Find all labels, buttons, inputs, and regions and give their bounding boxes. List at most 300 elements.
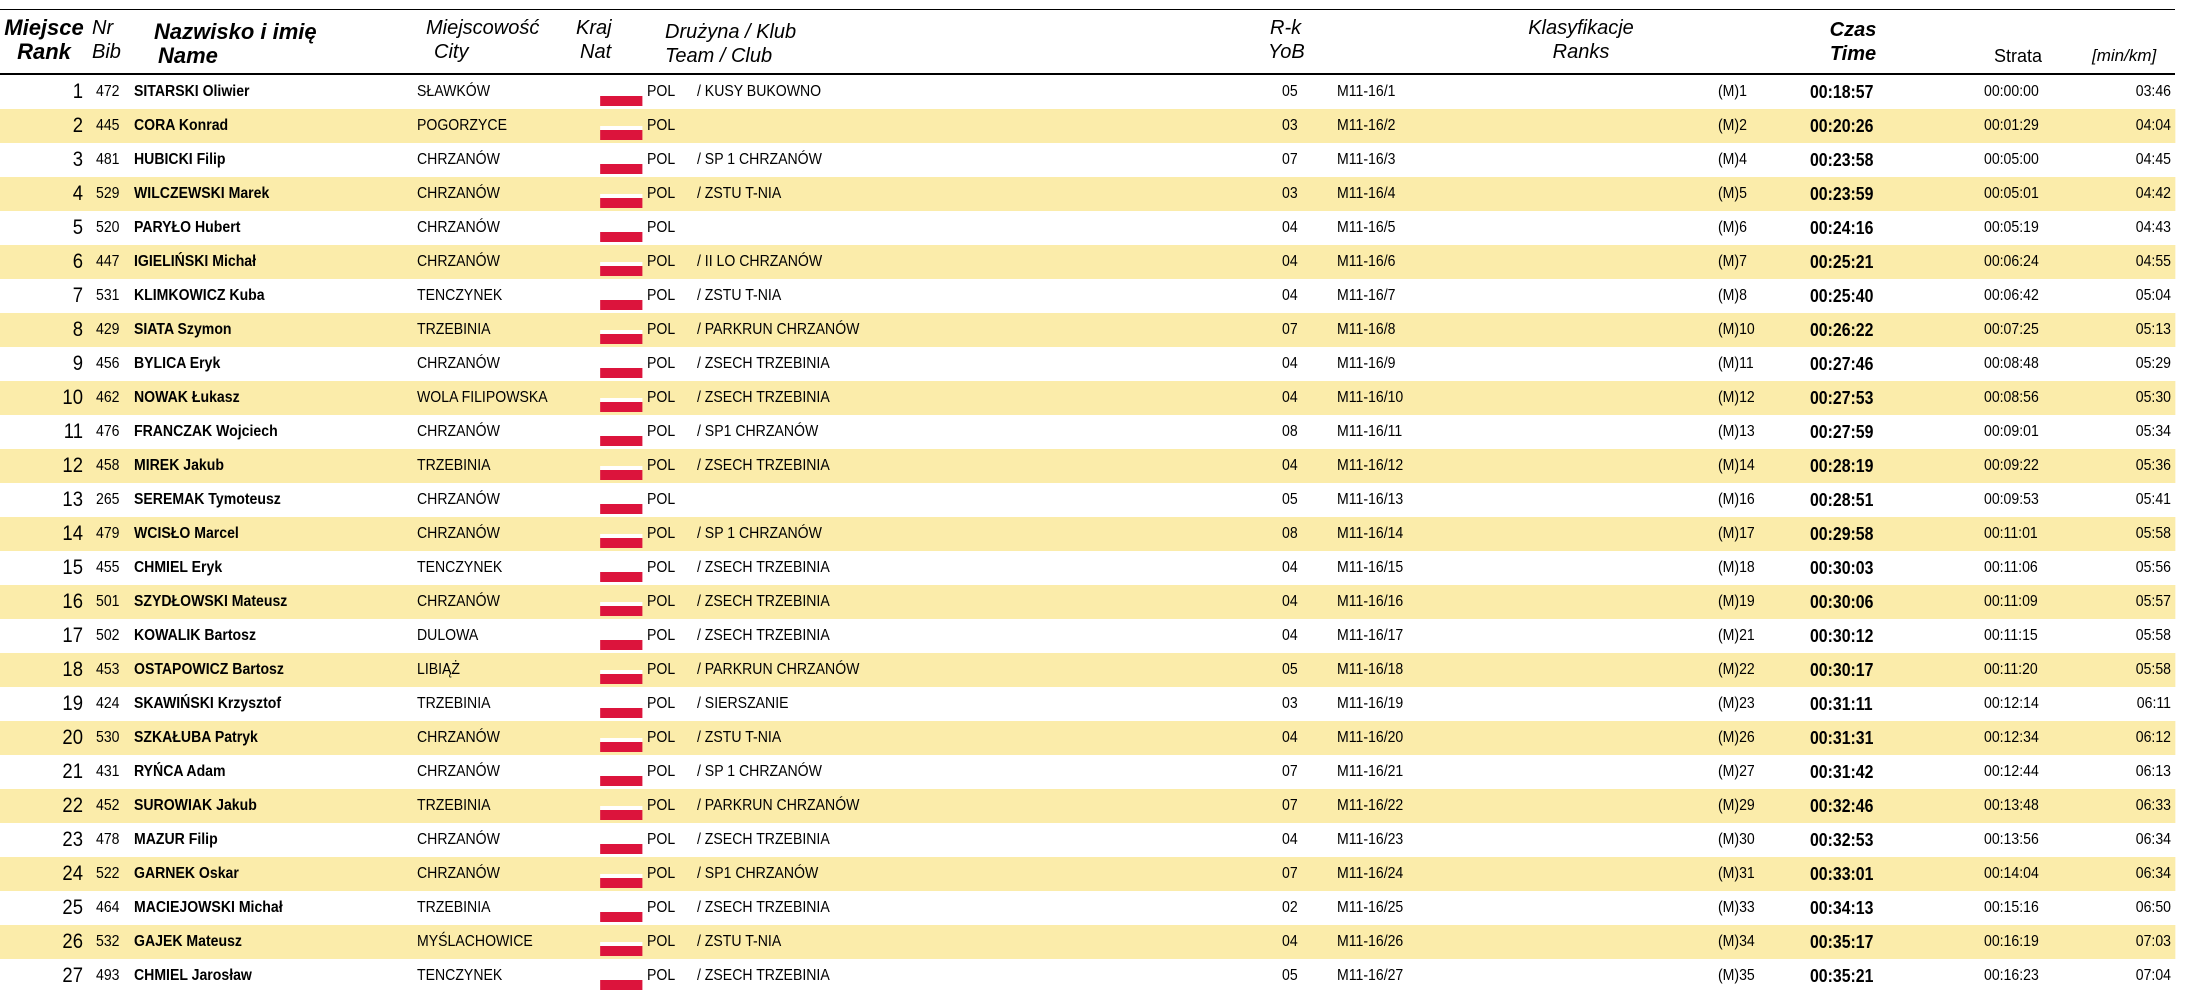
table-row xyxy=(0,381,2175,415)
cell-rank: 6 xyxy=(72,250,83,273)
cell-yob: 05 xyxy=(1281,491,1298,508)
cell-time: 00:29:58 xyxy=(1809,524,1874,544)
cell-gender-rank: (M)8 xyxy=(1717,287,1747,304)
cell-nat: POL xyxy=(646,525,676,542)
cell-gap: 00:09:01 xyxy=(1983,423,2039,440)
cell-time: 00:28:19 xyxy=(1809,456,1874,476)
cell-gap: 00:07:25 xyxy=(1983,321,2039,338)
cell-category: M11-16/26 xyxy=(1336,933,1404,950)
cell-time: 00:31:42 xyxy=(1809,762,1874,782)
cell-time: 00:32:46 xyxy=(1809,796,1874,816)
header-bib-en: Bib xyxy=(92,41,121,63)
cell-rank: 16 xyxy=(62,590,83,613)
cell-bib: 452 xyxy=(95,797,120,814)
cell-name: KLIMKOWICZ Kuba xyxy=(133,287,265,304)
header-time-pl: Czas xyxy=(1829,19,1877,41)
cell-nat: POL xyxy=(646,423,676,440)
cell-bib: 458 xyxy=(95,457,120,474)
poland-flag-icon xyxy=(600,228,642,242)
cell-name: MIREK Jakub xyxy=(133,457,224,474)
poland-flag-icon xyxy=(600,908,642,922)
cell-name: HUBICKI Filip xyxy=(133,151,226,168)
cell-yob: 03 xyxy=(1281,185,1298,202)
cell-name: PARYŁO Hubert xyxy=(133,219,241,236)
flag-red-band xyxy=(600,708,642,718)
cell-nat: POL xyxy=(646,865,676,882)
cell-rank: 1 xyxy=(72,80,83,103)
cell-nat: POL xyxy=(646,389,676,406)
cell-rank: 20 xyxy=(62,726,83,749)
cell-gender-rank: (M)2 xyxy=(1717,117,1747,134)
poland-flag-icon xyxy=(600,772,642,786)
cell-yob: 07 xyxy=(1281,151,1298,168)
cell-yob: 08 xyxy=(1281,423,1298,440)
cell-gender-rank: (M)35 xyxy=(1717,967,1755,984)
cell-bib: 453 xyxy=(95,661,120,678)
cell-team: / ZSECH TRZEBINIA xyxy=(696,355,830,372)
cell-bib: 493 xyxy=(95,967,120,984)
cell-category: M11-16/23 xyxy=(1336,831,1404,848)
cell-bib: 479 xyxy=(95,525,120,542)
table-row xyxy=(0,143,2175,177)
cell-gender-rank: (M)7 xyxy=(1717,253,1747,270)
header-name-en: Name xyxy=(158,43,218,68)
cell-nat: POL xyxy=(646,321,676,338)
cell-team: / ZSTU T-NIA xyxy=(696,729,782,746)
cell-gender-rank: (M)4 xyxy=(1717,151,1747,168)
cell-city: TRZEBINIA xyxy=(416,321,491,338)
flag-red-band xyxy=(600,844,642,854)
cell-category: M11-16/13 xyxy=(1336,491,1404,508)
cell-bib: 429 xyxy=(95,321,120,338)
cell-time: 00:24:16 xyxy=(1809,218,1874,238)
cell-time: 00:25:21 xyxy=(1809,252,1874,272)
cell-rank: 18 xyxy=(62,658,83,681)
cell-bib: 455 xyxy=(95,559,120,576)
cell-name: SUROWIAK Jakub xyxy=(133,797,257,814)
poland-flag-icon xyxy=(600,92,642,106)
poland-flag-icon xyxy=(600,840,642,854)
cell-pace: 06:34 xyxy=(2135,831,2172,848)
table-row xyxy=(0,755,2175,789)
cell-rank: 9 xyxy=(72,352,83,375)
poland-flag-icon xyxy=(600,126,642,140)
header-name xyxy=(154,20,317,68)
cell-city: CHRZANÓW xyxy=(416,763,500,780)
cell-name: FRANCZAK Wojciech xyxy=(133,423,278,440)
cell-pace: 07:04 xyxy=(2135,967,2172,984)
cell-bib: 530 xyxy=(95,729,120,746)
cell-team: / PARKRUN CHRZANÓW xyxy=(696,661,860,678)
cell-bib: 520 xyxy=(95,219,120,236)
cell-pace: 05:56 xyxy=(2135,559,2172,576)
cell-team: / ZSECH TRZEBINIA xyxy=(696,389,830,406)
cell-nat: POL xyxy=(646,831,676,848)
flag-red-band xyxy=(600,572,642,582)
cell-team: / ZSTU T-NIA xyxy=(696,185,782,202)
cell-gap: 00:16:19 xyxy=(1983,933,2039,950)
cell-category: M11-16/1 xyxy=(1336,83,1396,100)
cell-pace: 06:33 xyxy=(2135,797,2172,814)
poland-flag-icon xyxy=(600,262,642,276)
poland-flag-icon xyxy=(600,942,642,956)
cell-yob: 04 xyxy=(1281,253,1298,270)
cell-city: DULOWA xyxy=(416,627,479,644)
cell-team: / ZSECH TRZEBINIA xyxy=(696,593,830,610)
cell-gender-rank: (M)1 xyxy=(1717,83,1747,100)
poland-flag-icon xyxy=(600,738,642,752)
cell-gap: 00:12:14 xyxy=(1983,695,2039,712)
cell-rank: 4 xyxy=(72,182,83,205)
cell-bib: 532 xyxy=(95,933,120,950)
flag-red-band xyxy=(600,436,642,446)
cell-nat: POL xyxy=(646,933,676,950)
cell-nat: POL xyxy=(646,695,676,712)
cell-gender-rank: (M)13 xyxy=(1717,423,1755,440)
cell-yob: 04 xyxy=(1281,559,1298,576)
table-row xyxy=(0,347,2175,381)
cell-gender-rank: (M)29 xyxy=(1717,797,1755,814)
table-row xyxy=(0,177,2175,211)
cell-team: / II LO CHRZANÓW xyxy=(696,253,823,270)
cell-category: M11-16/9 xyxy=(1336,355,1396,372)
flag-red-band xyxy=(600,266,642,276)
cell-yob: 04 xyxy=(1281,457,1298,474)
cell-city: LIBIĄŻ xyxy=(416,661,461,678)
cell-gap: 00:08:56 xyxy=(1983,389,2039,406)
flag-red-band xyxy=(600,776,642,786)
cell-gap: 00:05:01 xyxy=(1983,185,2039,202)
cell-team: / ZSECH TRZEBINIA xyxy=(696,967,830,984)
cell-pace: 04:42 xyxy=(2135,185,2172,202)
cell-rank: 2 xyxy=(72,114,83,137)
cell-pace: 05:13 xyxy=(2135,321,2172,338)
cell-gender-rank: (M)5 xyxy=(1717,185,1747,202)
cell-team: / PARKRUN CHRZANÓW xyxy=(696,321,860,338)
cell-pace: 05:36 xyxy=(2135,457,2172,474)
cell-name: BYLICA Eryk xyxy=(133,355,221,372)
cell-yob: 04 xyxy=(1281,729,1298,746)
table-row xyxy=(0,585,2175,619)
cell-category: M11-16/3 xyxy=(1336,151,1396,168)
cell-city: CHRZANÓW xyxy=(416,729,500,746)
cell-gender-rank: (M)22 xyxy=(1717,661,1755,678)
cell-yob: 04 xyxy=(1281,389,1298,406)
cell-category: M11-16/16 xyxy=(1336,593,1404,610)
cell-team: / SP 1 CHRZANÓW xyxy=(696,763,822,780)
flag-red-band xyxy=(600,198,642,208)
header-nat xyxy=(576,16,612,64)
cell-nat: POL xyxy=(646,219,676,236)
poland-flag-icon xyxy=(600,806,642,820)
cell-rank: 23 xyxy=(62,828,83,851)
poland-flag-icon xyxy=(600,636,642,650)
cell-yob: 03 xyxy=(1281,695,1298,712)
header-bib xyxy=(92,16,121,64)
table-row xyxy=(0,517,2175,551)
cell-city: CHRZANÓW xyxy=(416,423,500,440)
cell-pace: 05:34 xyxy=(2135,423,2172,440)
cell-nat: POL xyxy=(646,627,676,644)
cell-gender-rank: (M)17 xyxy=(1717,525,1755,542)
cell-category: M11-16/7 xyxy=(1336,287,1396,304)
cell-time: 00:30:12 xyxy=(1809,626,1874,646)
cell-rank: 13 xyxy=(62,488,83,511)
poland-flag-icon xyxy=(600,432,642,446)
cell-bib: 529 xyxy=(95,185,120,202)
poland-flag-icon xyxy=(600,534,642,548)
poland-flag-icon xyxy=(600,194,642,208)
cell-team: / SIERSZANIE xyxy=(696,695,789,712)
cell-pace: 04:45 xyxy=(2135,151,2172,168)
cell-city: CHRZANÓW xyxy=(416,831,500,848)
cell-bib: 522 xyxy=(95,865,120,882)
cell-bib: 478 xyxy=(95,831,120,848)
cell-pace: 05:58 xyxy=(2135,525,2172,542)
cell-time: 00:27:59 xyxy=(1809,422,1874,442)
cell-category: M11-16/14 xyxy=(1336,525,1404,542)
cell-time: 00:34:13 xyxy=(1809,898,1874,918)
table-row xyxy=(0,687,2175,721)
cell-gap: 00:11:01 xyxy=(1983,525,2038,542)
cell-gap: 00:06:24 xyxy=(1983,253,2039,270)
table-row xyxy=(0,925,2175,959)
cell-gap: 00:13:48 xyxy=(1983,797,2039,814)
cell-category: M11-16/2 xyxy=(1336,117,1396,134)
table-row xyxy=(0,415,2175,449)
cell-gap: 00:00:00 xyxy=(1983,83,2039,100)
cell-rank: 14 xyxy=(62,522,83,545)
cell-nat: POL xyxy=(646,355,676,372)
cell-pace: 04:55 xyxy=(2135,253,2172,270)
table-header xyxy=(0,10,2175,74)
cell-gender-rank: (M)33 xyxy=(1717,899,1755,916)
cell-yob: 02 xyxy=(1281,899,1298,916)
header-team xyxy=(665,20,796,68)
header-team-en: Team / Club xyxy=(665,45,773,67)
cell-yob: 04 xyxy=(1281,355,1298,372)
cell-time: 00:30:03 xyxy=(1809,558,1874,578)
cell-yob: 07 xyxy=(1281,321,1298,338)
cell-gender-rank: (M)16 xyxy=(1717,491,1755,508)
cell-city: CHRZANÓW xyxy=(416,355,500,372)
cell-name: WILCZEWSKI Marek xyxy=(133,185,270,202)
cell-bib: 265 xyxy=(95,491,120,508)
cell-gap: 00:16:23 xyxy=(1983,967,2039,984)
cell-city: SŁAWKÓW xyxy=(416,83,491,100)
cell-name: SITARSKI Oliwier xyxy=(133,83,250,100)
cell-nat: POL xyxy=(646,83,676,100)
header-yob xyxy=(1268,16,1305,64)
flag-red-band xyxy=(600,334,642,344)
header-yob-en: YoB xyxy=(1268,41,1305,63)
poland-flag-icon xyxy=(600,874,642,888)
cell-gender-rank: (M)31 xyxy=(1717,865,1755,882)
cell-category: M11-16/6 xyxy=(1336,253,1396,270)
cell-rank: 3 xyxy=(72,148,83,171)
flag-red-band xyxy=(600,130,642,140)
cell-name: OSTAPOWICZ Bartosz xyxy=(133,661,284,678)
cell-category: M11-16/5 xyxy=(1336,219,1396,236)
cell-pace: 06:50 xyxy=(2135,899,2172,916)
cell-gender-rank: (M)26 xyxy=(1717,729,1755,746)
poland-flag-icon xyxy=(600,466,642,480)
poland-flag-icon xyxy=(600,500,642,514)
cell-gap: 00:09:53 xyxy=(1983,491,2039,508)
cell-gap: 00:11:06 xyxy=(1983,559,2038,576)
cell-nat: POL xyxy=(646,491,676,508)
cell-pace: 05:57 xyxy=(2135,593,2172,610)
cell-gender-rank: (M)27 xyxy=(1717,763,1755,780)
cell-time: 00:33:01 xyxy=(1809,864,1874,884)
cell-team: / SP 1 CHRZANÓW xyxy=(696,151,822,168)
cell-time: 00:27:53 xyxy=(1809,388,1874,408)
header-city-pl: Miejscowość xyxy=(426,17,540,39)
cell-gap: 00:08:48 xyxy=(1983,355,2039,372)
header-rank xyxy=(4,16,84,64)
cell-pace: 06:13 xyxy=(2135,763,2172,780)
cell-gap: 00:05:19 xyxy=(1983,219,2039,236)
cell-team: / SP 1 CHRZANÓW xyxy=(696,525,822,542)
flag-red-band xyxy=(600,470,642,480)
cell-yob: 07 xyxy=(1281,797,1298,814)
cell-yob: 07 xyxy=(1281,763,1298,780)
cell-gender-rank: (M)19 xyxy=(1717,593,1755,610)
cell-bib: 502 xyxy=(95,627,120,644)
cell-team: / ZSECH TRZEBINIA xyxy=(696,831,830,848)
cell-category: M11-16/10 xyxy=(1336,389,1404,406)
flag-red-band xyxy=(600,810,642,820)
cell-pace: 04:43 xyxy=(2135,219,2172,236)
header-name-pl: Nazwisko i imię xyxy=(154,19,317,44)
cell-rank: 27 xyxy=(62,964,83,987)
header-ranks-en: Ranks xyxy=(1552,41,1610,63)
cell-time: 00:20:26 xyxy=(1809,116,1874,136)
cell-nat: POL xyxy=(646,797,676,814)
cell-city: CHRZANÓW xyxy=(416,219,500,236)
cell-rank: 17 xyxy=(62,624,83,647)
cell-category: M11-16/18 xyxy=(1336,661,1404,678)
cell-time: 00:23:59 xyxy=(1809,184,1874,204)
flag-red-band xyxy=(600,674,642,684)
cell-category: M11-16/27 xyxy=(1336,967,1404,984)
cell-nat: POL xyxy=(646,967,676,984)
cell-rank: 22 xyxy=(62,794,83,817)
cell-name: GARNEK Oskar xyxy=(133,865,239,882)
flag-red-band xyxy=(600,640,642,650)
cell-gap: 00:11:15 xyxy=(1983,627,2038,644)
cell-name: SZKAŁUBA Patryk xyxy=(133,729,258,746)
table-row xyxy=(0,721,2175,755)
cell-gap: 00:14:04 xyxy=(1983,865,2039,882)
cell-pace: 06:34 xyxy=(2135,865,2172,882)
flag-red-band xyxy=(600,402,642,412)
cell-pace: 06:12 xyxy=(2135,729,2172,746)
table-row xyxy=(0,449,2175,483)
cell-yob: 07 xyxy=(1281,865,1298,882)
header-yob-pl: R-k xyxy=(1270,17,1302,39)
cell-nat: POL xyxy=(646,457,676,474)
cell-gap: 00:12:34 xyxy=(1983,729,2039,746)
cell-category: M11-16/25 xyxy=(1336,899,1404,916)
table-row xyxy=(0,75,2175,109)
poland-flag-icon xyxy=(600,160,642,174)
poland-flag-icon xyxy=(600,602,642,616)
cell-bib: 472 xyxy=(95,83,120,100)
cell-time: 00:25:40 xyxy=(1809,286,1874,306)
flag-red-band xyxy=(600,96,642,106)
cell-city: TENCZYNEK xyxy=(416,559,503,576)
cell-name: CHMIEL Eryk xyxy=(133,559,223,576)
cell-yob: 05 xyxy=(1281,83,1298,100)
cell-pace: 05:41 xyxy=(2135,491,2172,508)
cell-city: TRZEBINIA xyxy=(416,797,491,814)
cell-rank: 19 xyxy=(62,692,83,715)
cell-rank: 11 xyxy=(63,420,83,443)
cell-pace: 06:11 xyxy=(2136,695,2172,712)
cell-team: / ZSECH TRZEBINIA xyxy=(696,559,830,576)
cell-time: 00:26:22 xyxy=(1809,320,1874,340)
flag-red-band xyxy=(600,912,642,922)
cell-gender-rank: (M)6 xyxy=(1717,219,1747,236)
cell-nat: POL xyxy=(646,729,676,746)
header-gap: Strata xyxy=(1994,46,2043,66)
header-rank-en: Rank xyxy=(17,39,71,64)
cell-time: 00:35:17 xyxy=(1809,932,1874,952)
cell-category: M11-16/15 xyxy=(1336,559,1404,576)
header-team-pl: Drużyna / Klub xyxy=(665,21,797,43)
cell-time: 00:30:06 xyxy=(1809,592,1874,612)
header-pace: [min/km] xyxy=(2092,46,2157,65)
cell-bib: 476 xyxy=(95,423,120,440)
cell-city: CHRZANÓW xyxy=(416,185,500,202)
cell-bib: 531 xyxy=(95,287,120,304)
cell-category: M11-16/12 xyxy=(1336,457,1404,474)
table-row xyxy=(0,483,2175,517)
cell-rank: 21 xyxy=(62,760,83,783)
cell-name: MACIEJOWSKI Michał xyxy=(133,899,283,916)
cell-city: TRZEBINIA xyxy=(416,899,491,916)
cell-team: / SP1 CHRZANÓW xyxy=(696,423,819,440)
cell-category: M11-16/20 xyxy=(1336,729,1404,746)
cell-name: RYŃCA Adam xyxy=(133,763,226,780)
cell-rank: 15 xyxy=(62,556,83,579)
cell-nat: POL xyxy=(646,253,676,270)
header-time-en: Time xyxy=(1829,43,1877,65)
cell-name: KOWALIK Bartosz xyxy=(133,627,257,644)
cell-name: SIATA Szymon xyxy=(133,321,232,338)
flag-red-band xyxy=(600,878,642,888)
cell-time: 00:18:57 xyxy=(1809,82,1874,102)
flag-red-band xyxy=(600,742,642,752)
poland-flag-icon xyxy=(600,670,642,684)
cell-name: CHMIEL Jarosław xyxy=(133,967,252,984)
cell-team: / ZSECH TRZEBINIA xyxy=(696,457,830,474)
table-row xyxy=(0,789,2175,823)
cell-city: CHRZANÓW xyxy=(416,151,500,168)
table-row xyxy=(0,551,2175,585)
cell-bib: 445 xyxy=(95,117,120,134)
cell-team: / ZSTU T-NIA xyxy=(696,287,782,304)
cell-rank: 8 xyxy=(72,318,83,341)
cell-city: CHRZANÓW xyxy=(416,865,500,882)
header-nat-en: Nat xyxy=(580,41,612,63)
cell-rank: 12 xyxy=(62,454,83,477)
flag-red-band xyxy=(600,980,642,990)
cell-rank: 25 xyxy=(62,896,83,919)
poland-flag-icon xyxy=(600,398,642,412)
flag-red-band xyxy=(600,946,642,956)
